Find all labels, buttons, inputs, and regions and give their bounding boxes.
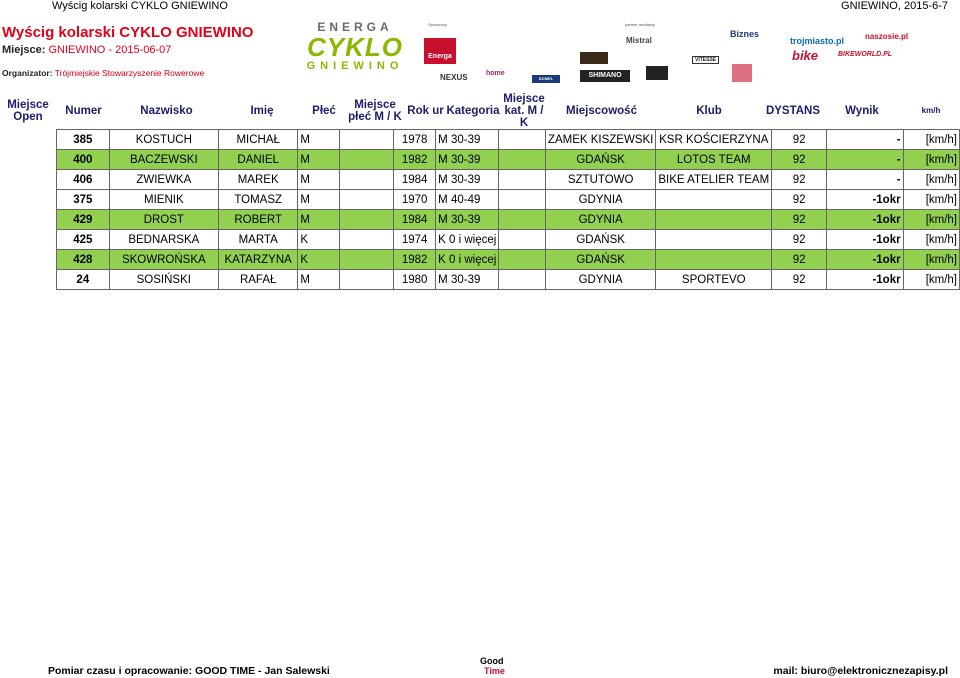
table-row (57, 210, 960, 230)
cell-rok: 1982 (394, 150, 436, 170)
place-label: Miejsce: (2, 44, 46, 56)
logo-line3: GNIEWINO (306, 60, 404, 72)
sponsor-home: home (486, 70, 505, 77)
cell-wynik: - (827, 130, 903, 150)
cell-kategoria: K 0 i więcej (436, 230, 499, 250)
cell-plec-place (340, 250, 394, 270)
cell-dystans: 92 (772, 170, 827, 190)
cell-miejscowosc: GDAŃSK (545, 230, 655, 250)
sponsor-domel: DOMEL (532, 75, 560, 83)
cell-klub: SPORTEVO (656, 270, 772, 290)
media-partner-label: partner medialny (625, 22, 655, 27)
cell-kmh: [km/h] (903, 250, 959, 270)
energa-cyklo-logo (300, 20, 410, 72)
event-place (2, 44, 171, 56)
cell-plec: K (298, 230, 340, 250)
goodtime-logo (462, 656, 514, 678)
cell-nazwisko: MIENIK (109, 190, 218, 210)
cell-kategoria: K 0 i więcej (436, 250, 499, 270)
cell-plec: M (298, 150, 340, 170)
cell-numer: 406 (57, 170, 110, 190)
cell-dystans: 92 (772, 210, 827, 230)
cell-plec: M (298, 270, 340, 290)
col-rok-ur: Rok ur (407, 105, 444, 117)
cell-kat-place (499, 150, 546, 170)
cell-wynik: - (827, 170, 903, 190)
sponsor-naszosie: naszosie.pl (865, 32, 909, 41)
cell-kmh: [km/h] (903, 270, 959, 290)
cell-wynik: -1okr (827, 190, 903, 210)
col-kategoria: Kategoria (446, 105, 500, 117)
cell-imie: MAREK (218, 170, 297, 190)
sponsor-bikeworld: BIKEWORLD.PL (838, 51, 893, 58)
col-dystans: DYSTANS (765, 105, 821, 117)
cell-rok: 1980 (394, 270, 436, 290)
cell-kat-place (499, 230, 546, 250)
cell-imie: KATARZYNA (218, 250, 297, 270)
goodtime-logo-line1: Good (480, 656, 504, 666)
cell-nazwisko: BACZEWSKI (109, 150, 218, 170)
cell-kategoria: M 30-39 (436, 210, 499, 230)
results-table (56, 129, 960, 290)
cell-numer: 429 (57, 210, 110, 230)
sponsor-nexus: NEXUS (440, 73, 468, 82)
footer-credit: Pomiar czasu i opracowanie: GOOD TIME - Jan Salewski (48, 665, 330, 677)
cell-nazwisko: DROST (109, 210, 218, 230)
cell-kategoria: M 30-39 (436, 150, 499, 170)
cell-kategoria: M 30-39 (436, 130, 499, 150)
table-row (57, 170, 960, 190)
sponsor-logo-box-1 (580, 52, 608, 64)
cell-klub (656, 230, 772, 250)
cell-plec: M (298, 130, 340, 150)
event-title: Wyścig kolarski CYKLO GNIEWINO (2, 24, 254, 41)
col-miejsce-plec: Miejsce płeć M / K (348, 99, 402, 123)
sponsor-energa: Energa (424, 38, 456, 64)
cell-wynik: -1okr (827, 270, 903, 290)
sponsor-mistral: Mistral (626, 36, 652, 45)
cell-imie: TOMASZ (218, 190, 297, 210)
cell-numer: 24 (57, 270, 110, 290)
cell-imie: MARTA (218, 230, 297, 250)
org-label: Organizator: (2, 68, 53, 78)
cell-kmh: [km/h] (903, 210, 959, 230)
top-right-date: GNIEWINO, 2015-6-7 (841, 0, 948, 12)
cell-plec: K (298, 250, 340, 270)
cell-plec-place (340, 270, 394, 290)
goodtime-logo-line2: Time (484, 666, 505, 676)
cell-wynik: -1okr (827, 210, 903, 230)
cell-dystans: 92 (772, 270, 827, 290)
cell-imie: DANIEL (218, 150, 297, 170)
sponsor-bike: bike (792, 48, 819, 63)
cell-numer: 428 (57, 250, 110, 270)
cell-plec: M (298, 190, 340, 210)
cell-plec: M (298, 170, 340, 190)
org-value: Trójmiejskie Stowarzyszenie Rowerowe (54, 68, 205, 78)
cell-klub: BIKE ATELIER TEAM (656, 170, 772, 190)
table-row (57, 150, 960, 170)
cell-imie: MICHAŁ (218, 130, 297, 150)
table-header (0, 94, 960, 128)
cell-nazwisko: SKOWROŃSKA (109, 250, 218, 270)
cell-plec-place (340, 150, 394, 170)
cell-nazwisko: BEDNARSKA (109, 230, 218, 250)
sponsor-logo-box-3 (732, 64, 752, 82)
col-imie: Imię (250, 105, 274, 117)
sponsor-vitesse: VITESSE (692, 56, 719, 64)
logo-line1: ENERGA (317, 20, 393, 34)
col-plec: Płeć (312, 105, 336, 117)
table-row (57, 230, 960, 250)
cell-dystans: 92 (772, 250, 827, 270)
cell-kat-place (499, 210, 546, 230)
cell-dystans: 92 (772, 150, 827, 170)
cell-plec-place (340, 130, 394, 150)
sponsor-logo-box-2 (646, 66, 668, 80)
top-bar (0, 0, 960, 14)
cell-klub (656, 250, 772, 270)
col-numer: Numer (65, 105, 102, 117)
col-miejscowosc: Miejscowość (566, 105, 637, 117)
cell-nazwisko: ZWIEWKA (109, 170, 218, 190)
col-wynik: Wynik (845, 105, 879, 117)
cell-kmh: [km/h] (903, 150, 959, 170)
cell-plec-place (340, 190, 394, 210)
col-kmh: km/h (921, 106, 941, 115)
place-value: GNIEWINO - 2015-06-07 (48, 44, 172, 56)
cell-plec-place (340, 210, 394, 230)
table-row (57, 130, 960, 150)
cell-klub: LOTOS TEAM (656, 150, 772, 170)
cell-miejscowosc: GDYNIA (545, 190, 655, 210)
cell-kmh: [km/h] (903, 170, 959, 190)
cell-miejscowosc: GDYNIA (545, 270, 655, 290)
cell-miejscowosc: GDAŃSK (545, 150, 655, 170)
cell-miejscowosc: GDYNIA (545, 210, 655, 230)
cell-kategoria: M 30-39 (436, 270, 499, 290)
cell-kategoria: M 40-49 (436, 190, 499, 210)
cell-klub: KSR KOŚCIERZYNA (656, 130, 772, 150)
col-nazwisko: Nazwisko (140, 105, 193, 117)
cell-dystans: 92 (772, 130, 827, 150)
table-row (57, 250, 960, 270)
cell-nazwisko: SOSIŃSKI (109, 270, 218, 290)
cell-numer: 425 (57, 230, 110, 250)
cell-klub (656, 190, 772, 210)
cell-dystans: 92 (772, 230, 827, 250)
top-left-title: Wyścig kolarski CYKLO GNIEWINO (52, 0, 228, 12)
table-row (57, 190, 960, 210)
sponsor-biznes: Biznes (730, 29, 760, 39)
cell-rok: 1984 (394, 170, 436, 190)
cell-kmh: [km/h] (903, 130, 959, 150)
cell-wynik: - (827, 150, 903, 170)
sponsor-shimano: SHIMANO (580, 70, 630, 82)
sponsor-logos (420, 20, 955, 86)
cell-kat-place (499, 170, 546, 190)
cell-kat-place (499, 250, 546, 270)
cell-rok: 1984 (394, 210, 436, 230)
cell-imie: RAFAŁ (218, 270, 297, 290)
cell-kat-place (499, 270, 546, 290)
cell-kmh: [km/h] (903, 230, 959, 250)
cell-kat-place (499, 130, 546, 150)
logo-line2: CYKLO (307, 32, 403, 62)
cell-plec: M (298, 210, 340, 230)
cell-wynik: -1okr (827, 230, 903, 250)
col-miejsce-open: Miejsce Open (7, 99, 49, 123)
cell-rok: 1978 (394, 130, 436, 150)
cell-rok: 1970 (394, 190, 436, 210)
cell-dystans: 92 (772, 190, 827, 210)
table-row (57, 270, 960, 290)
col-klub: Klub (696, 105, 722, 117)
cell-kat-place (499, 190, 546, 210)
sponsor-trojmiasto: trojmiasto.pl (790, 36, 845, 46)
cell-plec-place (340, 230, 394, 250)
cell-imie: ROBERT (218, 210, 297, 230)
cell-plec-place (340, 170, 394, 190)
cell-numer: 400 (57, 150, 110, 170)
cell-nazwisko: KOSTUCH (109, 130, 218, 150)
sponsors-label: Sponsorzy (428, 22, 447, 27)
cell-kategoria: M 30-39 (436, 170, 499, 190)
cell-miejscowosc: ZAMEK KISZEWSKI (545, 130, 655, 150)
cell-miejscowosc: GDAŃSK (545, 250, 655, 270)
cell-numer: 385 (57, 130, 110, 150)
cell-kmh: [km/h] (903, 190, 959, 210)
cell-numer: 375 (57, 190, 110, 210)
event-organizer (2, 68, 204, 78)
cell-rok: 1974 (394, 230, 436, 250)
cell-wynik: -1okr (827, 250, 903, 270)
cell-klub (656, 210, 772, 230)
cell-miejscowosc: SZTUTOWO (545, 170, 655, 190)
col-miejsce-kat: Miejsce kat. M / K (503, 93, 545, 129)
cell-rok: 1982 (394, 250, 436, 270)
footer-email: mail: biuro@elektronicznezapisy.pl (773, 665, 948, 677)
